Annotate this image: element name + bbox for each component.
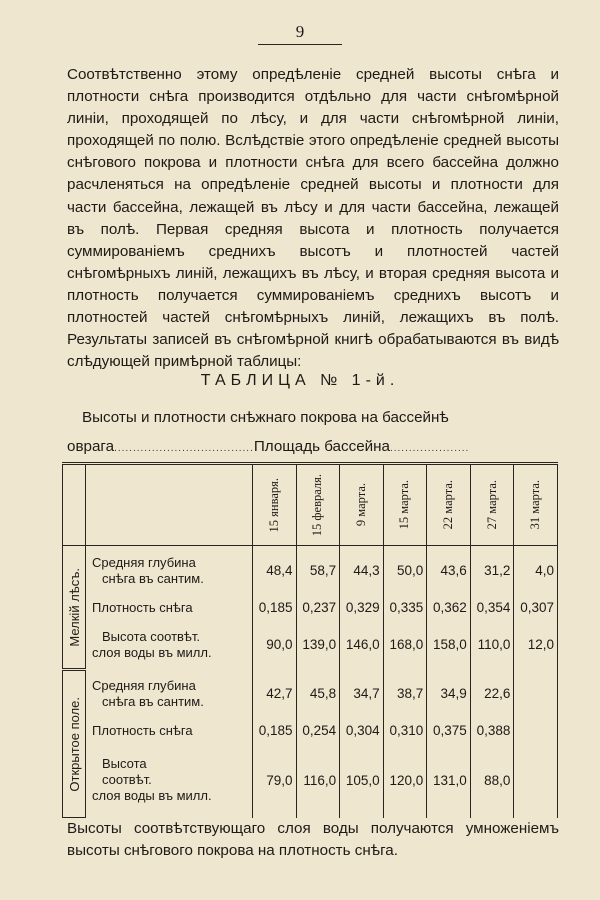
table-title: ТАБЛИЦА № 1-й. bbox=[200, 372, 400, 389]
table-caption-line2 bbox=[67, 438, 559, 455]
table-row bbox=[63, 620, 558, 669]
table-cell: 0,375 bbox=[427, 719, 471, 744]
table-cell bbox=[514, 669, 558, 718]
caption-ravine-word: оврага bbox=[67, 438, 115, 455]
date-header-row bbox=[63, 464, 558, 546]
body-paragraph: Соотвѣтственно этому опредѣленіе средней высоты снѣга и плотности снѣга производится отдѣльно для части снѣгомѣрной линіи, проходящей по лѣсу, и для части снѣгомѣрной линіи, проходящей по полю. Вслѣдствіе этого опредѣленіе средней высоты снѣгового покрова и плотности снѣга для всего бассейна должно расчленяться на опредѣленіе средней высоты и плотности для части бассейна, лежащей въ лѣсу и для части бассейна, лежащей въ полѣ. Первая средняя высота и плотность получается суммированіемъ среднихъ высотъ и плотностей частей снѣгомѣрныхъ линій, лежащихъ въ лѣсу, и вторая средняя высота и плотность получается суммированіемъ среднихъ высотъ и плотностей частей снѣгомѣрныхъ линій, лежащихъ въ полѣ. Результаты записей въ снѣгомѣрной книгѣ обрабатываются въ видѣ слѣдующей примѣрной таблицы: bbox=[67, 66, 559, 371]
table-cell: 34,9 bbox=[427, 669, 471, 718]
table-cell: 90,0 bbox=[253, 620, 297, 669]
table-cell: 110,0 bbox=[470, 620, 514, 669]
date-header: 22 марта. bbox=[427, 464, 471, 546]
caption-basin-area: Площадь бассейна bbox=[253, 438, 390, 455]
page-number: 9 bbox=[295, 22, 305, 41]
table-row bbox=[63, 595, 558, 620]
table-cell: 0,237 bbox=[296, 595, 340, 620]
row-label: Высота соотвѣт. слоя воды въ милл. bbox=[86, 620, 253, 669]
table-cell: 0,185 bbox=[253, 719, 297, 744]
table-cell: 0,354 bbox=[470, 595, 514, 620]
table-cell: 0,362 bbox=[427, 595, 471, 620]
fill-in-dots: ..................... bbox=[389, 443, 470, 454]
footer-paragraph: Высоты соотвѣтствующаго слоя воды получаются умноженіемъ высоты снѣгового покрова на плотность снѣга. bbox=[67, 820, 559, 860]
table-cell: 158,0 bbox=[427, 620, 471, 669]
table-cell: 0,304 bbox=[340, 719, 384, 744]
table-cell: 116,0 bbox=[296, 743, 340, 817]
table-cell: 42,7 bbox=[253, 669, 297, 718]
table-row bbox=[63, 743, 558, 817]
date-header: 15 февраля. bbox=[296, 464, 340, 546]
table-cell: 120,0 bbox=[383, 743, 427, 817]
table-cell: 131,0 bbox=[427, 743, 471, 817]
table-row bbox=[63, 546, 558, 596]
table-cell bbox=[514, 719, 558, 744]
table-cell: 43,6 bbox=[427, 546, 471, 596]
table-cell: 44,3 bbox=[340, 546, 384, 596]
table-cell: 58,7 bbox=[296, 546, 340, 596]
table-cell: 0,254 bbox=[296, 719, 340, 744]
date-header: 9 марта. bbox=[340, 464, 384, 546]
group-label-field: Открытое поле. bbox=[63, 669, 86, 817]
table-cell: 38,7 bbox=[383, 669, 427, 718]
table-cell: 88,0 bbox=[470, 743, 514, 817]
table-cell bbox=[514, 743, 558, 817]
row-label: Высота соотвѣт. слоя воды въ милл. bbox=[86, 743, 253, 817]
date-header: 27 марта. bbox=[470, 464, 514, 546]
table-caption-line1: Высоты и плотности снѣжнаго покрова на бассейнѣ bbox=[82, 409, 449, 426]
table-cell: 79,0 bbox=[253, 743, 297, 817]
table-row bbox=[63, 669, 558, 718]
table-row bbox=[63, 719, 558, 744]
table-cell: 139,0 bbox=[296, 620, 340, 669]
table-cell: 48,4 bbox=[253, 546, 297, 596]
table-cell: 0,307 bbox=[514, 595, 558, 620]
table-cell: 31,2 bbox=[470, 546, 514, 596]
row-label: Плотность снѣга bbox=[86, 595, 253, 620]
corner-cell bbox=[86, 464, 253, 546]
table-cell: 0,185 bbox=[253, 595, 297, 620]
fill-in-dots: ..................................... bbox=[114, 443, 254, 454]
table-cell: 50,0 bbox=[383, 546, 427, 596]
table-cell: 12,0 bbox=[514, 620, 558, 669]
table-cell: 22,6 bbox=[470, 669, 514, 718]
row-label: Средняя глубина снѣга въ сантим. bbox=[86, 546, 253, 596]
table-cell: 45,8 bbox=[296, 669, 340, 718]
table-cell: 4,0 bbox=[514, 546, 558, 596]
corner-cell bbox=[63, 464, 86, 546]
date-header: 15 января. bbox=[253, 464, 297, 546]
table-cell: 0,388 bbox=[470, 719, 514, 744]
snow-table bbox=[62, 462, 558, 818]
page-number-rule bbox=[258, 44, 342, 45]
table-cell: 0,310 bbox=[383, 719, 427, 744]
table-cell: 146,0 bbox=[340, 620, 384, 669]
row-label: Плотность снѣга bbox=[86, 719, 253, 744]
table-cell: 0,329 bbox=[340, 595, 384, 620]
date-header: 15 марта. bbox=[383, 464, 427, 546]
snow-table-container bbox=[62, 462, 558, 818]
group-label-forest: Мелкій лѣсъ. bbox=[63, 546, 86, 670]
table-cell: 0,335 bbox=[383, 595, 427, 620]
row-label: Средняя глубина снѣга въ сантим. bbox=[86, 669, 253, 718]
table-cell: 105,0 bbox=[340, 743, 384, 817]
table-cell: 168,0 bbox=[383, 620, 427, 669]
date-header: 31 марта. bbox=[514, 464, 558, 546]
table-cell: 34,7 bbox=[340, 669, 384, 718]
